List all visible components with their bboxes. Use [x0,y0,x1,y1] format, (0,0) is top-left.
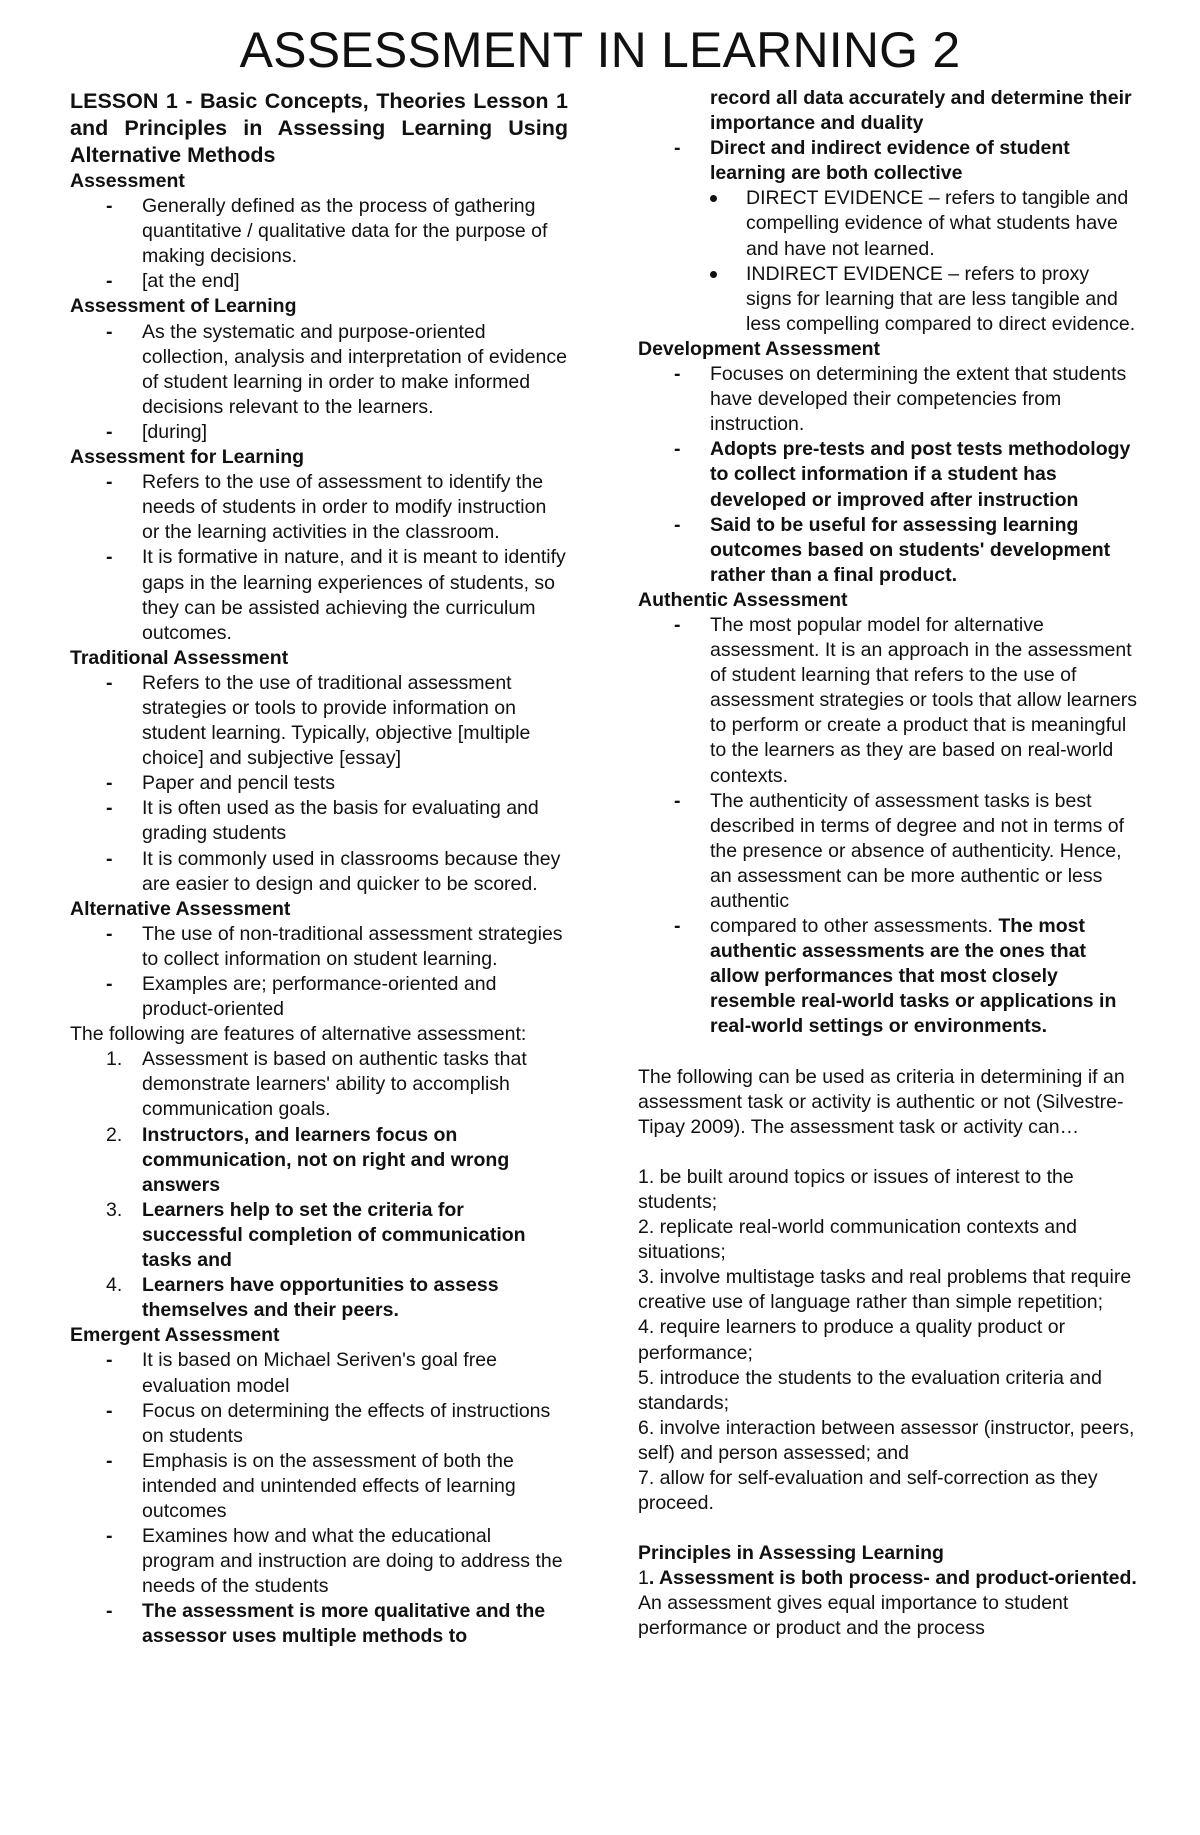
list-item: - The authenticity of assessment tasks is best described in terms of degree and not in terms of the presence or absence of authenticity. Hence, an assessment can be more authentic or less authentic [638,789,1140,914]
indirect-evidence-text: – refers to proxy signs for learning that are less tangible and less compelling compared to direct evidence. [746,262,1136,335]
section-heading-development: Development Assessment [638,337,881,360]
list-item [70,1273,568,1323]
list-number: 3. [106,1198,123,1221]
authentic-text: compared to other assessments. [710,915,999,938]
direct-evidence-label: DIRECT EVIDENCE [746,187,924,210]
section-heading-traditional: Traditional Assessment [70,646,289,669]
lesson-heading: LESSON 1 - Basic Concepts, Theories Lesson 1 and Principles in Assessing Learning Using Alternative Methods [70,89,568,167]
section-heading-assessment: Assessment [70,170,185,192]
assessment-list [70,194,568,294]
criteria-item: 1. be built around topics or issues of interest to the students; [638,1165,1074,1213]
list-item: - The assessment is more qualitative and the assessor uses multiple methods to [70,1599,568,1649]
list-item [638,186,1140,261]
principle-text: An assessment gives equal importance to student performance or product and the process [638,1592,1069,1640]
page-title: ASSESSMENT IN LEARNING 2 [239,22,961,78]
list-item: - It is often used as the basis for evaluating and grading students [70,796,568,846]
list-item: - It is based on Michael Seriven's goal free evaluation model [70,1348,568,1398]
list-item: - Emphasis is on the assessment of both the intended and unintended effects of learning outcomes [70,1449,568,1524]
feature-text: Learners help to set the criteria for successful completion of communication tasks and [142,1198,526,1272]
section-heading-principles: Principles in Assessing Learning [638,1542,944,1565]
list-item: - [during] [70,420,568,445]
list-item: - The most popular model for alternative assessment. It is an approach in the assessment of student learning that refers to the use of assessment strategies or tools that allow learners to perform or create a product that is meaningful to the learners as they are based on real-world contexts. [638,613,1140,789]
criteria-intro: The following can be used as criteria in determining if an assessment task or activity is authentic or not (Silvestre-Tipay 2009). The assessment task or activity can… [638,1065,1125,1138]
feature-text: Learners have opportunities to assess themselves and their peers. [142,1274,499,1322]
development-list [638,362,1140,588]
criteria-item: 7. allow for self-evaluation and self-correction as they proceed. [638,1466,1098,1515]
list-item [70,1123,568,1198]
feature-text: Assessment is based on authentic tasks that demonstrate learners' ability to accomplish communication goals. [142,1048,527,1121]
authentic-emphasis: The most authentic assessments are the ones that allow performances that most closely resemble real-world tasks or applications in real-world settings or environments. [710,915,1117,1038]
list-item: - Paper and pencil tests [70,771,568,796]
alternative-list [70,922,568,1022]
principle-number: 1 [638,1567,649,1590]
list-item [638,914,1140,1039]
section-heading-emergent: Emergent Assessment [70,1324,280,1347]
list-item: - [at the end] [70,269,568,294]
list-item: - Focuses on determining the extent that students have developed their competencies from instruction. [638,362,1140,437]
section-heading-assessment-of-learning: Assessment of Learning [70,295,297,318]
criteria-item: 5. introduce the students to the evaluation criteria and standards; [638,1366,1102,1414]
list-number: 2. [106,1123,123,1146]
section-heading-authentic: Authentic Assessment [638,588,848,611]
direct-evidence-text: – refers to tangible and compelling evidence of what students have and have not learned. [746,187,1129,260]
list-item: - As the systematic and purpose-oriented collection, analysis and interpretation of evidence of student learning in order to make informed decisions relevant to the learners. [70,320,568,420]
criteria-item: 6. involve interaction between assessor (instructor, peers, self) and person assessed; and [638,1416,1135,1464]
features-list [70,1047,568,1323]
list-item: - Generally defined as the process of gathering quantitative / qualitative data for the purpose of making decisions. [70,194,568,269]
list-item: - Refers to the use of traditional assessment strategies or tools to provide information on student learning. Typically, objective [multiple choice] and subjective [essay] [70,671,568,771]
evidence-types-list [638,186,1140,337]
authentic-list [638,613,1140,1040]
criteria-item: 3. involve multistage tasks and real problems that require creative use of language rather than simple repetition; [638,1266,1132,1314]
principle-item [638,1566,1140,1641]
list-item: - Examines how and what the educational program and instruction are doing to address the needs of the students [70,1524,568,1599]
list-item: - Direct and indirect evidence of student learning are both collective [638,136,1140,186]
left-column [70,88,568,1650]
list-number: 4. [106,1274,123,1297]
list-item: - It is commonly used in classrooms because they are easier to design and quicker to be scored. [70,847,568,897]
assessment-of-learning-list [70,320,568,445]
criteria-item: 4. require learners to produce a quality product or performance; [638,1316,1066,1364]
features-intro: The following are features of alternative assessment: [70,1023,527,1046]
list-item: - Examples are; performance-oriented and product-oriented [70,972,568,1022]
continued-text: record all data accurately and determine their importance and duality [710,87,1132,135]
list-item [70,1047,568,1122]
list-item: - Said to be useful for assessing learning outcomes based on students' development rather than a final product. [638,513,1140,588]
indirect-evidence-label: INDIRECT EVIDENCE [746,262,943,285]
emergent-list [70,1348,568,1649]
list-item: - It is formative in nature, and it is meant to identify gaps in the learning experiences of students, so they can be assisted achieving the curriculum outcomes. [70,545,568,645]
right-column [638,86,1140,1642]
criteria-item: 2. replicate real-world communication contexts and situations; [638,1216,1077,1264]
list-number: 1. [106,1048,123,1071]
assessment-for-learning-list [70,470,568,646]
list-item: - Refers to the use of assessment to identify the needs of students in order to modify instruction or the learning activities in the classroom. [70,470,568,545]
evidence-list [638,136,1140,186]
traditional-list [70,671,568,897]
list-item: - Focus on determining the effects of instructions on students [70,1399,568,1449]
principle-title: . Assessment is both process- and product-oriented. [648,1567,1137,1590]
feature-text: Instructors, and learners focus on communication, not on right and wrong answers [142,1123,510,1196]
list-item: - Adopts pre-tests and post tests methodology to collect information if a student has developed or improved after instruction [638,437,1140,512]
section-heading-assessment-for-learning: Assessment for Learning [70,446,305,469]
section-heading-alternative: Alternative Assessment [70,897,291,920]
list-item: - The use of non-traditional assessment strategies to collect information on student learning. [70,922,568,972]
list-item [70,1198,568,1273]
list-item [638,262,1140,337]
